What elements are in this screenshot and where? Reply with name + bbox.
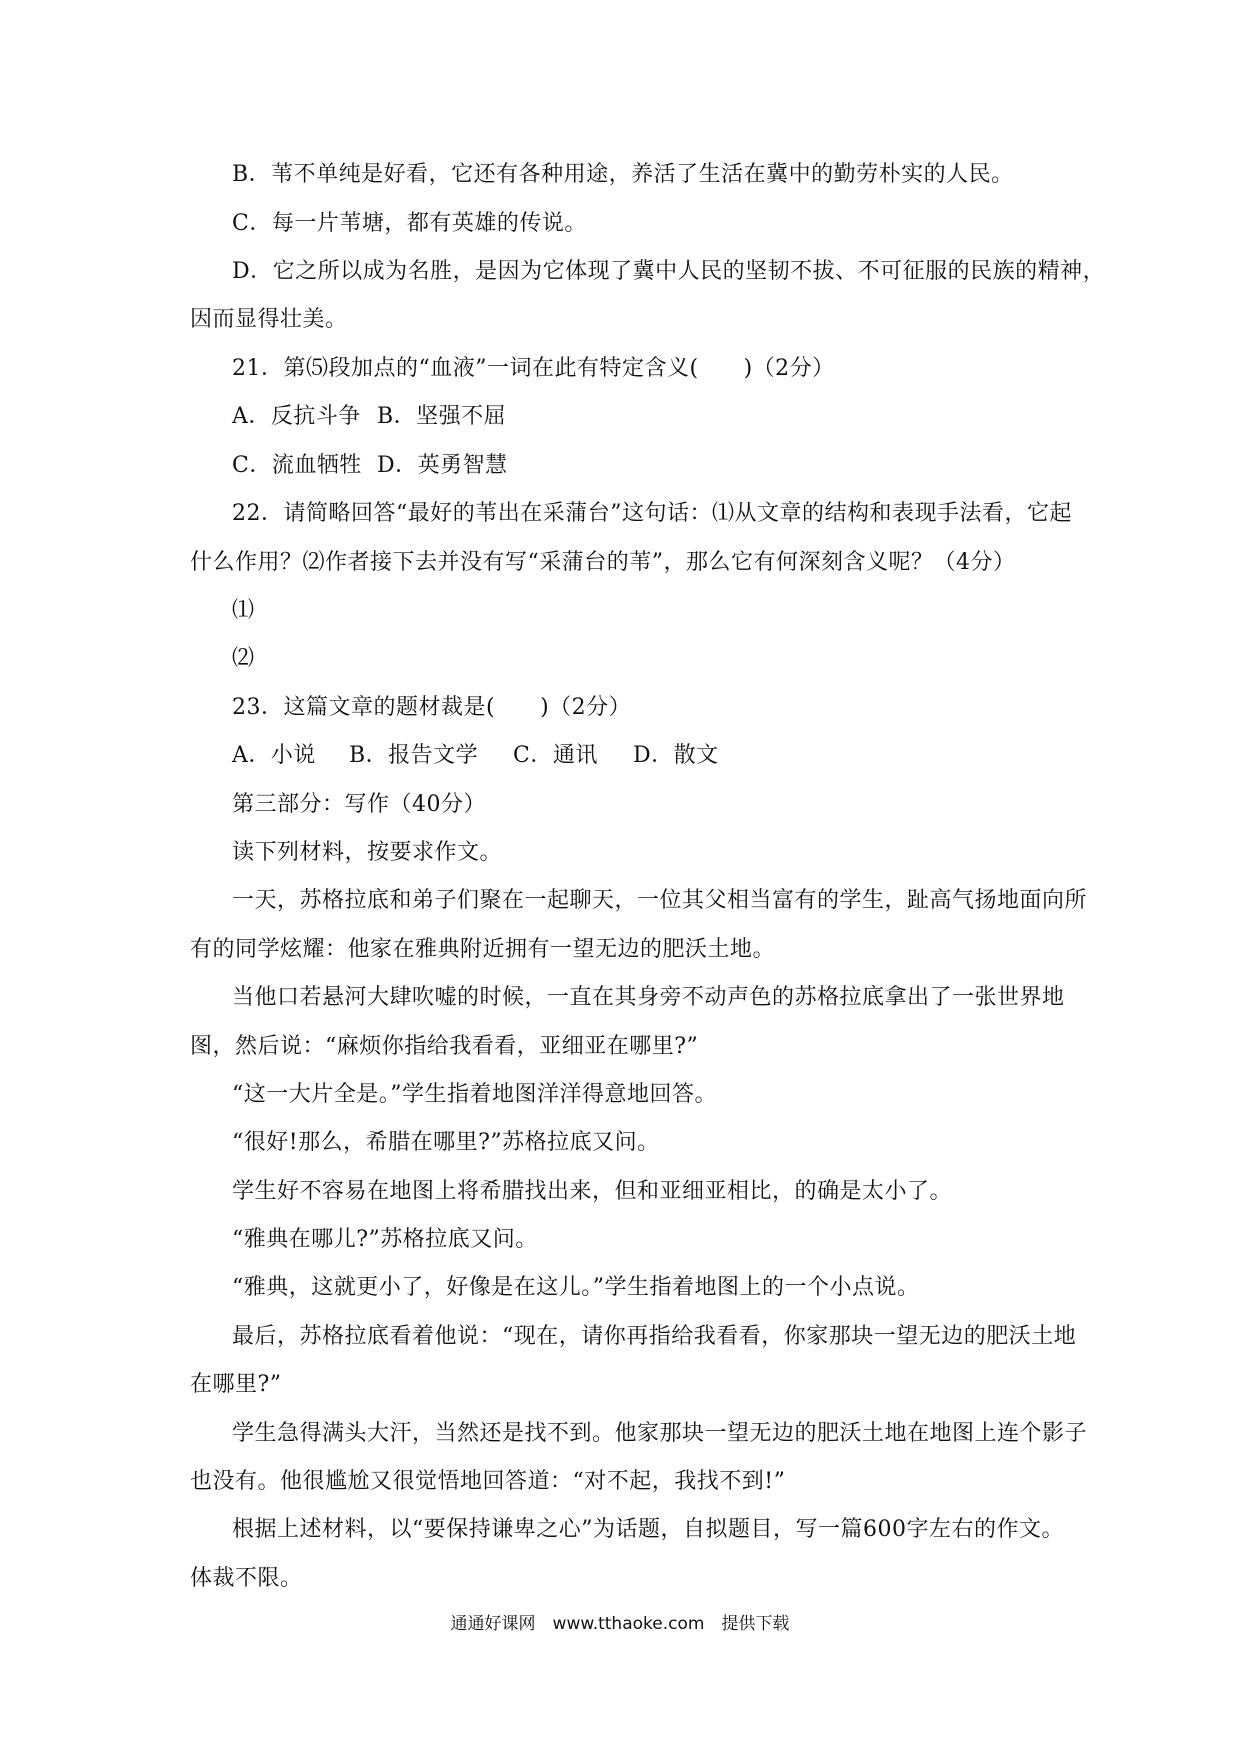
writing-prompt-line-2: 体裁不限。 [190, 1566, 303, 1591]
option-c-line: C．每一片苇塘，都有英雄的传说。 [232, 211, 587, 236]
q21-option-d: D．英勇智慧 [377, 453, 508, 478]
question-22-line-1: 22．请简略回答“最好的苇出在采蒲台”这句话：⑴从文章的结构和表现手法看，它起 [232, 501, 1072, 526]
q21-option-c: C．流血牺牲 [232, 453, 362, 478]
question-22-answer-2: ⑵ [232, 646, 255, 671]
material-p1-line-1: 一天，苏格拉底和弟子们聚在一起聊天，一位其父相当富有的学生，趾高气扬地面向所 [232, 888, 1088, 913]
part-three-heading: 第三部分：写作（40分） [232, 792, 486, 817]
question-21-options-row-1 [232, 402, 1060, 432]
writing-instruction: 读下列材料，按要求作文。 [232, 840, 503, 865]
material-p7: “雅典，这就更小了，好像是在这儿。”学生指着地图上的一个小点说。 [232, 1275, 920, 1300]
material-p8-line-1: 最后，苏格拉底看着他说：“现在，请你再指给我看看，你家那块一望无边的肥沃土地 [232, 1324, 1077, 1349]
material-p9-line-1: 学生急得满头大汗，当然还是找不到。他家那块一望无边的肥沃土地在地图上连个影子 [232, 1421, 1088, 1446]
material-p3: “这一大片全是。”学生指着地图洋洋得意地回答。 [232, 1082, 717, 1107]
q23-option-d: D．散文 [633, 743, 719, 768]
material-p5: 学生好不容易在地图上将希腊找出来，但和亚细亚相比，的确是太小了。 [232, 1179, 953, 1204]
question-22-line-2: 什么作用？⑵作者接下去并没有写“采蒲台的苇”，那么它有何深刻含义呢？（4分） [190, 550, 1016, 575]
question-22-answer-1: ⑴ [232, 598, 255, 623]
q23-option-c: C．通讯 [513, 743, 598, 768]
material-p2-line-2: 图，然后说：“麻烦你指给我看看，亚细亚在哪里?” [190, 1034, 699, 1059]
material-p8-line-2: 在哪里?” [190, 1372, 282, 1397]
question-23-options [232, 741, 1060, 771]
material-p2-line-1: 当他口若悬河大肆吹嘘的时候，一直在其身旁不动声色的苏格拉底拿出了一张世界地 [232, 985, 1065, 1010]
page-footer: 通通好课网 www.tthaoke.com 提供下载 [450, 1614, 790, 1634]
material-p1-line-2: 有的同学炫耀：他家在雅典附近拥有一望无边的肥沃土地。 [190, 937, 776, 962]
question-21: 21．第⑸段加点的“血液”一词在此有特定含义( )（2分） [232, 356, 835, 381]
option-d-line: D．它之所以成为名胜，是因为它体现了冀中人民的坚韧不拔、不可征服的民族的精神， [232, 259, 1106, 284]
option-b-line: B．苇不单纯是好看，它还有各种用途，养活了生活在冀中的勤劳朴实的人民。 [232, 162, 1014, 187]
q21-option-b: B．坚强不屈 [377, 404, 507, 429]
material-p9-line-2: 也没有。他很尴尬又很觉悟地回答道：“对不起，我找不到!” [190, 1469, 786, 1494]
writing-prompt-line-1: 根据上述材料，以“要保持谦卑之心”为话题，自拟题目，写一篇600字左右的作文。 [232, 1517, 1064, 1542]
material-p4: “很好!那么，希腊在哪里?”苏格拉底又问。 [232, 1130, 660, 1155]
q23-option-b: B．报告文学 [349, 743, 479, 768]
option-d-continuation: 因而显得壮美。 [190, 307, 348, 332]
material-p6: “雅典在哪儿?”苏格拉底又问。 [232, 1227, 538, 1252]
q23-option-a: A．小说 [232, 743, 316, 768]
question-23: 23．这篇文章的题材裁是( )（2分） [232, 695, 632, 720]
q21-option-a: A．反抗斗争 [232, 404, 361, 429]
question-21-options-row-2 [232, 451, 1060, 481]
